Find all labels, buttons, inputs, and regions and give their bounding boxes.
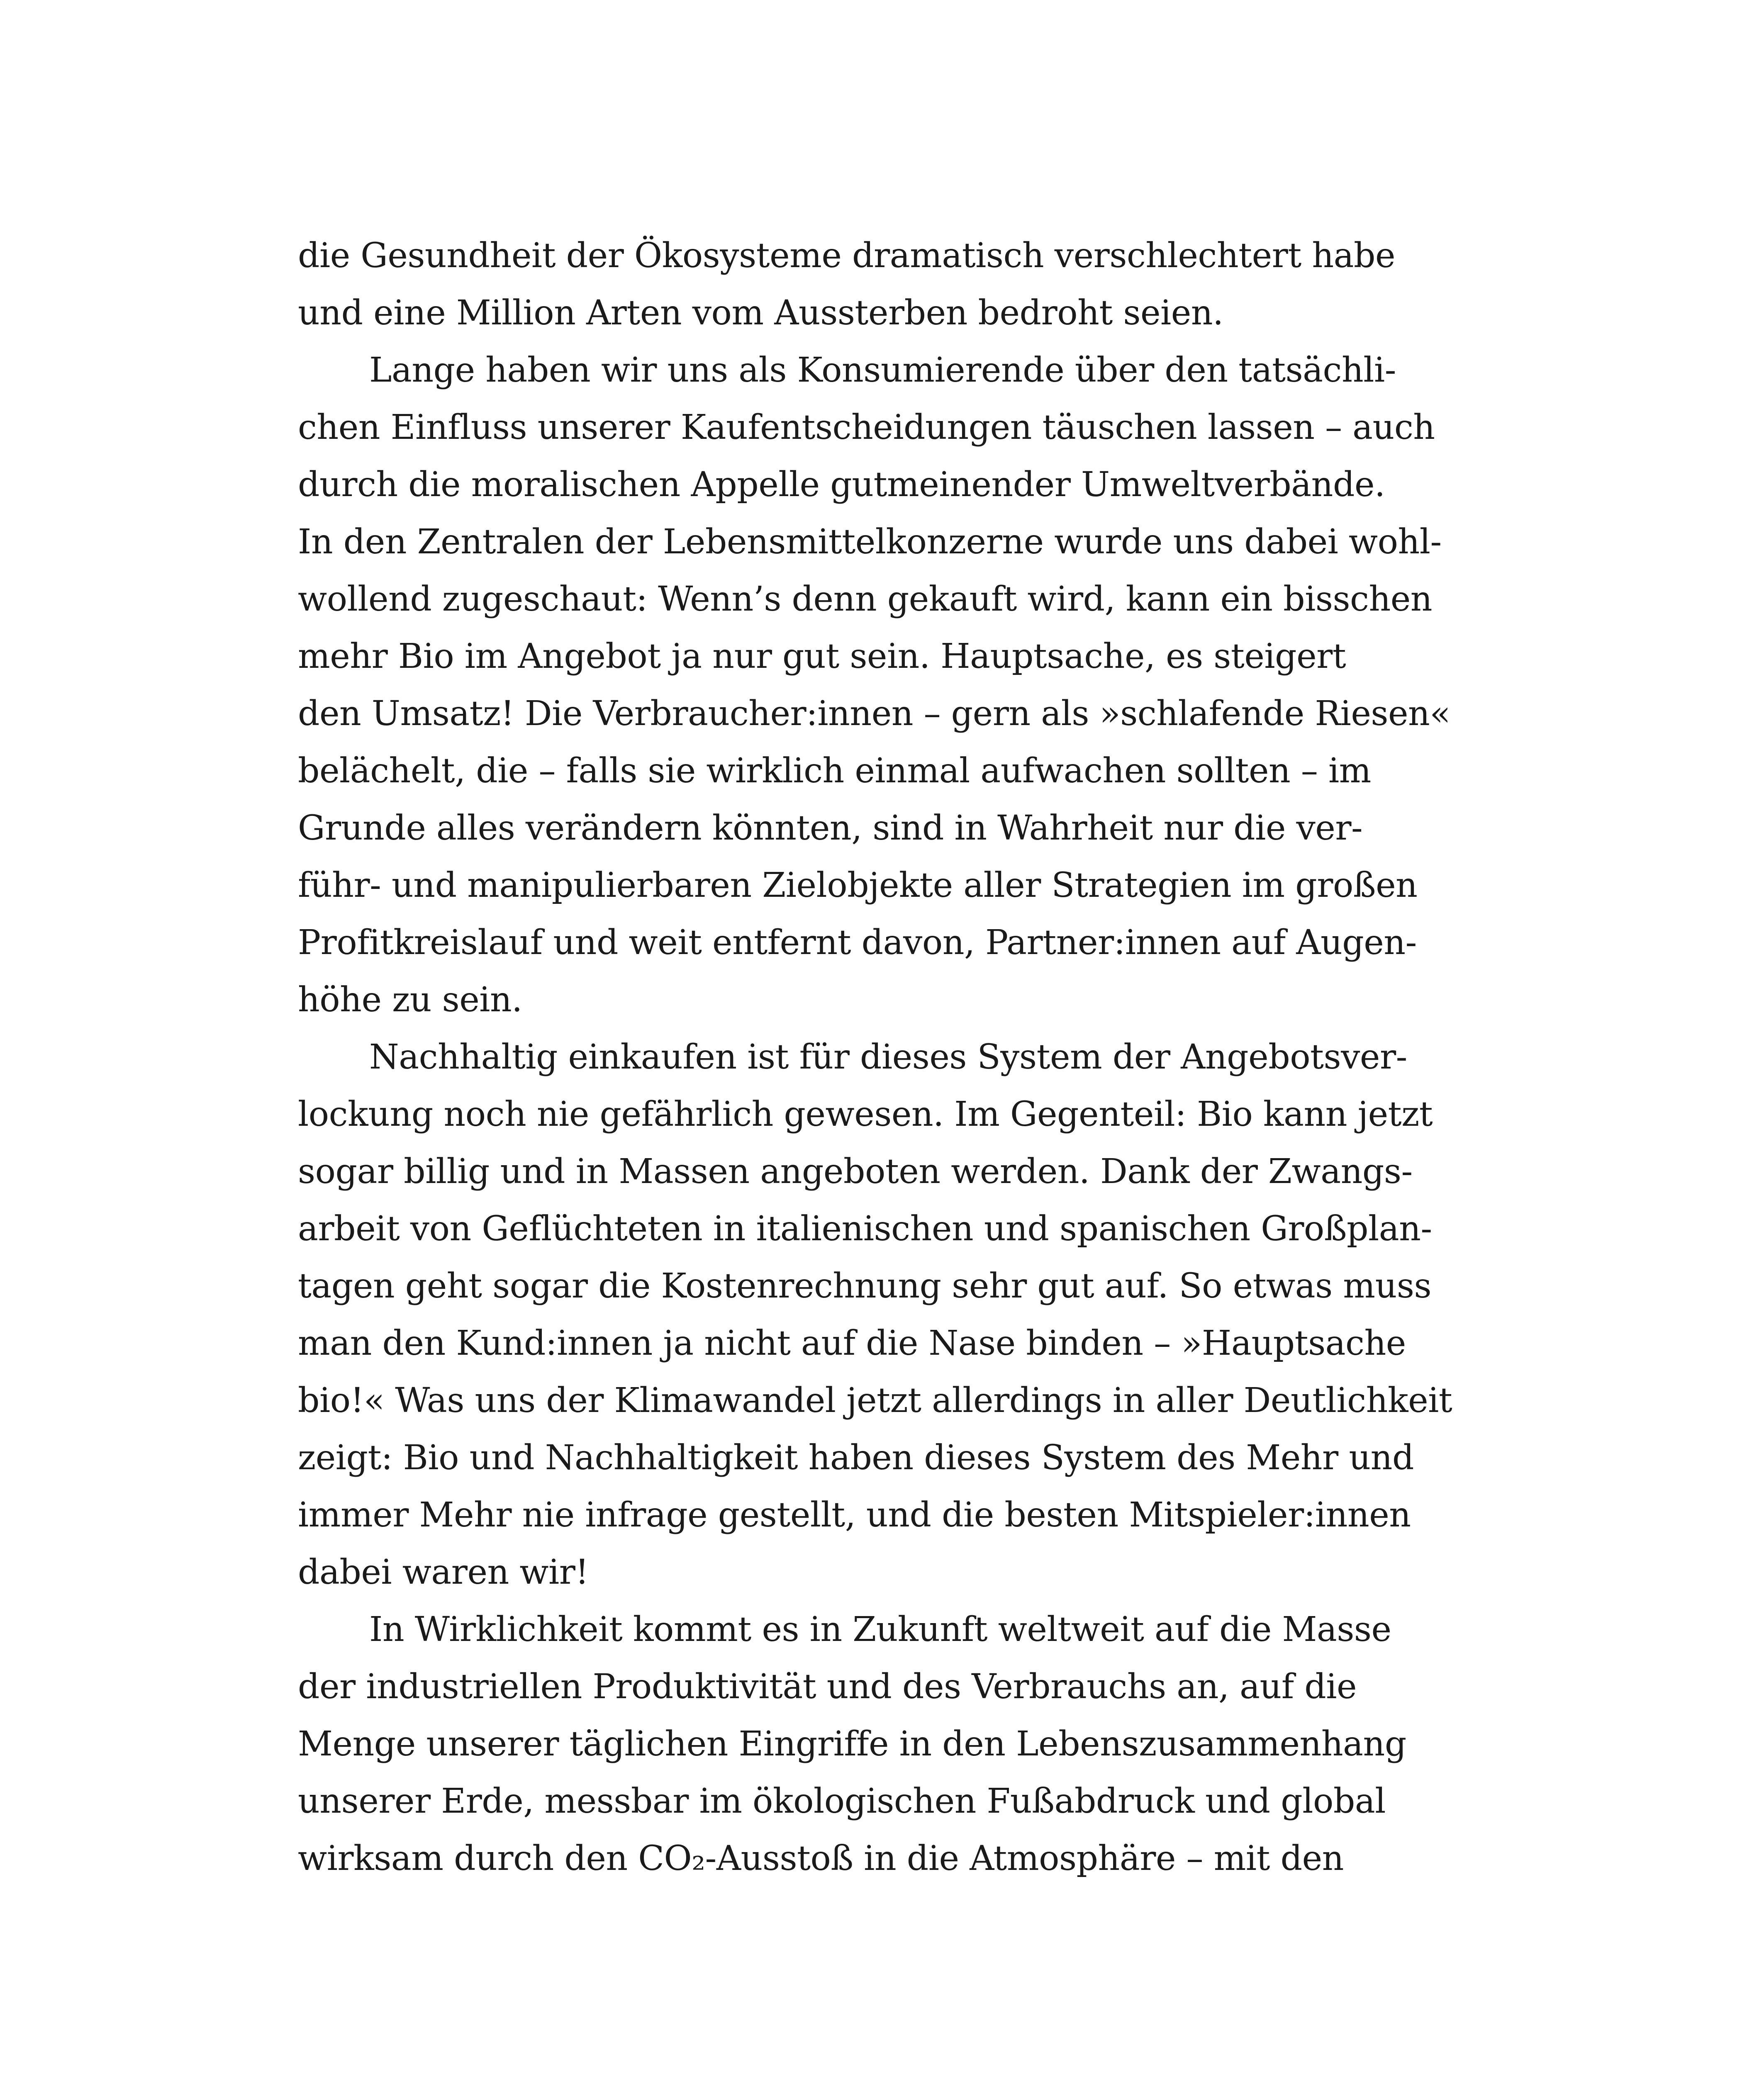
- text-line: höhe zu sein.: [298, 980, 522, 1020]
- text-line: In Wirklichkeit kommt es in Zukunft weltweit auf die Masse: [369, 1610, 1391, 1649]
- text-line: In den Zentralen der Lebensmittelkonzerne wurde uns dabei wohl-: [298, 522, 1442, 562]
- text-line: der industriellen Produktivität und des Verbrauchs an, auf die: [298, 1667, 1357, 1706]
- text-line: führ- und manipulierbaren Zielobjekte aller Strategien im großen: [298, 866, 1418, 905]
- text-line: chen Einfluss unserer Kaufentscheidungen täuschen lassen – auch: [298, 408, 1435, 447]
- text-line: Grunde alles verändern könnten, sind in Wahrheit nur die ver-: [298, 808, 1363, 848]
- text-line: wirksam durch den CO₂-Ausstoß in die Atmosphäre – mit den: [298, 1839, 1344, 1878]
- text-line: den Umsatz! Die Verbraucher:innen – gern als »schlafende Riesen«: [298, 694, 1450, 733]
- text-line: und eine Million Arten vom Aussterben bedroht seien.: [298, 293, 1223, 333]
- text-line: Menge unserer täglichen Eingriffe in den Lebenszusammenhang: [298, 1724, 1406, 1764]
- text-line: lockung noch nie gefährlich gewesen. Im Gegenteil: Bio kann jetzt: [298, 1095, 1433, 1134]
- text-line: arbeit von Geflüchteten in italienischen und spanischen Großplan-: [298, 1209, 1432, 1249]
- text-line: wollend zugeschaut: Wenn’s denn gekauft wird, kann ein bisschen: [298, 579, 1433, 619]
- text-line: belächelt, die – falls sie wirklich einmal aufwachen sollten – im: [298, 751, 1371, 791]
- text-line: Lange haben wir uns als Konsumierende über den tatsächli-: [369, 351, 1396, 390]
- text-line: bio!« Was uns der Klimawandel jetzt allerdings in aller Deutlichkeit: [298, 1381, 1452, 1420]
- text-line: unserer Erde, messbar im ökologischen Fußabdruck und global: [298, 1782, 1386, 1821]
- text-line: die Gesundheit der Ökosysteme dramatisch verschlechtert habe: [298, 236, 1396, 275]
- text-line: Nachhaltig einkaufen ist für dieses System der Angebotsver-: [369, 1037, 1407, 1077]
- text-line: tagen geht sogar die Kostenrechnung sehr gut auf. So etwas muss: [298, 1266, 1432, 1306]
- text-line: dabei waren wir!: [298, 1553, 589, 1592]
- text-line: zeigt: Bio und Nachhaltigkeit haben dieses System des Mehr und: [298, 1438, 1414, 1478]
- text-line: mehr Bio im Angebot ja nur gut sein. Hauptsache, es steigert: [298, 637, 1346, 676]
- text-line: man den Kund:innen ja nicht auf die Nase binden – »Hauptsache: [298, 1324, 1406, 1363]
- text-line: Profitkreislauf und weit entfernt davon, Partner:innen auf Augen-: [298, 923, 1417, 962]
- text-line: immer Mehr nie infrage gestellt, und die besten Mitspieler:innen: [298, 1495, 1411, 1535]
- text-line: sogar billig und in Massen angeboten werden. Dank der Zwangs-: [298, 1152, 1413, 1191]
- text-line: durch die moralischen Appelle gutmeinender Umweltverbände.: [298, 465, 1385, 504]
